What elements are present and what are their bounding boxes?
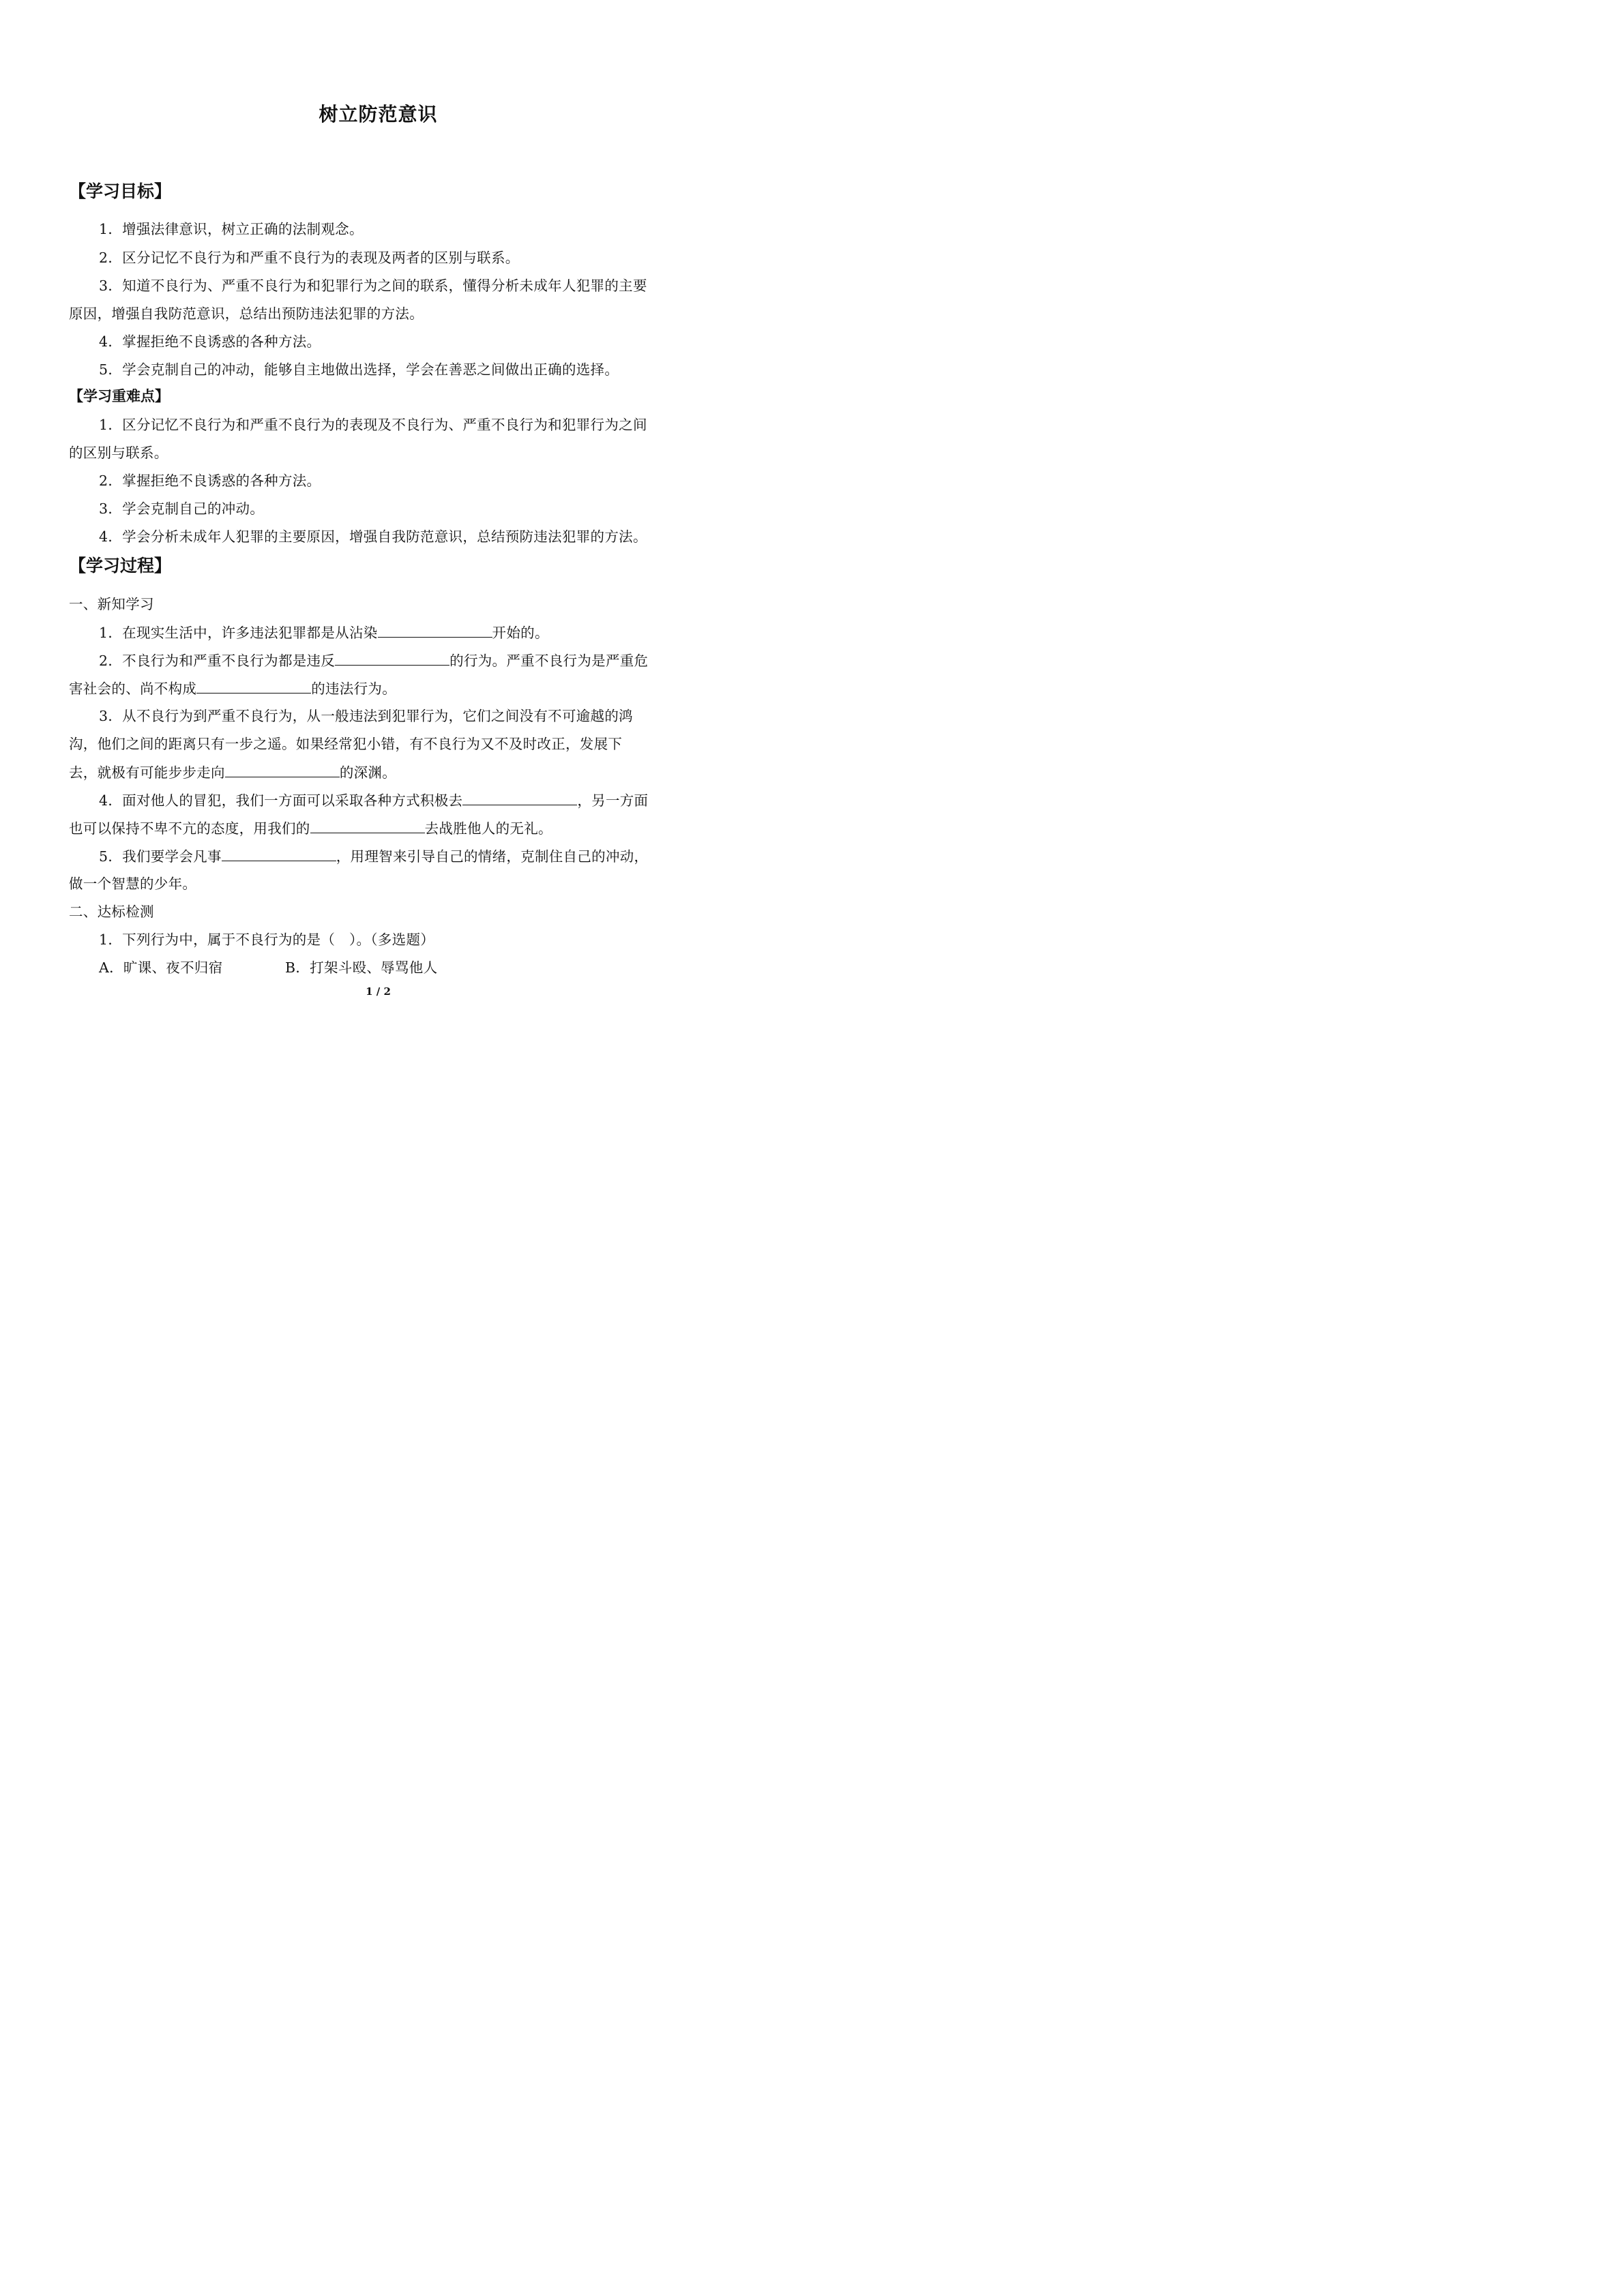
goal-item: 5．学会克制自己的冲动，能够自主地做出选择，学会在善恶之间做出正确的选择。 [99, 361, 619, 378]
answer-blank[interactable] [310, 818, 425, 833]
answer-blank[interactable] [196, 678, 311, 694]
option-a: A．旷课、夜不归宿 [99, 959, 223, 976]
goal-item-continued: 原因，增强自我防范意识，总结出预防违法犯罪的方法。 [69, 305, 424, 322]
question-3-continued: 去，就极有可能步步走向 的深渊。 [69, 762, 396, 783]
key-item: 3．学会克制自己的冲动。 [99, 501, 265, 517]
question-4-continued: 也可以保持不卑不亢的态度，用我们的 去战胜他人的无礼。 [69, 818, 552, 839]
answer-blank[interactable] [378, 622, 492, 638]
question-2: 2．不良行为和严重不良行为都是违反 的行为。严重不良行为是严重危 [99, 650, 648, 671]
answer-blank[interactable] [225, 762, 340, 777]
option-b: B．打架斗殴、辱骂他人 [285, 959, 438, 976]
answer-blank[interactable] [335, 650, 449, 666]
question-1: 1．在现实生活中，许多违法犯罪都是从沾染 开始的。 [99, 622, 549, 643]
part2-heading: 二、达标检测 [69, 904, 154, 920]
page-title: 树立防范意识 [319, 103, 438, 125]
answer-blank[interactable] [222, 846, 336, 861]
question-2-continued: 害社会的、尚不构成 的违法行为。 [69, 678, 396, 699]
answer-blank[interactable] [462, 790, 577, 805]
question-5-continued: 做一个智慧的少年。 [69, 876, 197, 892]
goal-item: 1．增强法律意识，树立正确的法制观念。 [99, 221, 364, 237]
key-points-heading: 【学习重难点】 [69, 387, 169, 404]
key-item: 4．学会分析未成年人犯罪的主要原因，增强自我防范意识，总结预防违法犯罪的方法。 [99, 528, 647, 545]
test-question-1: 1．下列行为中，属于不良行为的是（ ）。（多选题） [99, 931, 435, 948]
key-item-continued: 的区别与联系。 [69, 445, 168, 461]
key-item: 1．区分记忆不良行为和严重不良行为的表现及不良行为、严重不良行为和犯罪行为之间 [99, 417, 647, 433]
goals-heading: 【学习目标】 [69, 181, 172, 201]
part1-heading: 一、新知学习 [69, 596, 154, 612]
question-3: 3．从不良行为到严重不良行为，从一般违法到犯罪行为，它们之间没有不可逾越的鸿 [99, 708, 633, 724]
goal-item: 4．掌握拒绝不良诱惑的各种方法。 [99, 333, 321, 350]
goal-item: 3．知道不良行为、严重不良行为和犯罪行为之间的联系，懂得分析未成年人犯罪的主要 [99, 278, 647, 294]
process-heading: 【学习过程】 [69, 556, 172, 576]
question-3-continued: 沟，他们之间的距离只有一步之遥。如果经常犯小错，有不良行为又不及时改正，发展下 [69, 736, 623, 752]
goal-item: 2．区分记忆不良行为和严重不良行为的表现及两者的区别与联系。 [99, 250, 520, 266]
question-5: 5．我们要学会凡事 ，用理智来引导自己的情绪，克制住自己的冲动， [99, 846, 648, 867]
question-4: 4．面对他人的冒犯，我们一方面可以采取各种方式积极去 ，另一方面 [99, 790, 648, 811]
key-item: 2．掌握拒绝不良诱惑的各种方法。 [99, 473, 321, 489]
page-number: 1 / 2 [366, 985, 391, 998]
